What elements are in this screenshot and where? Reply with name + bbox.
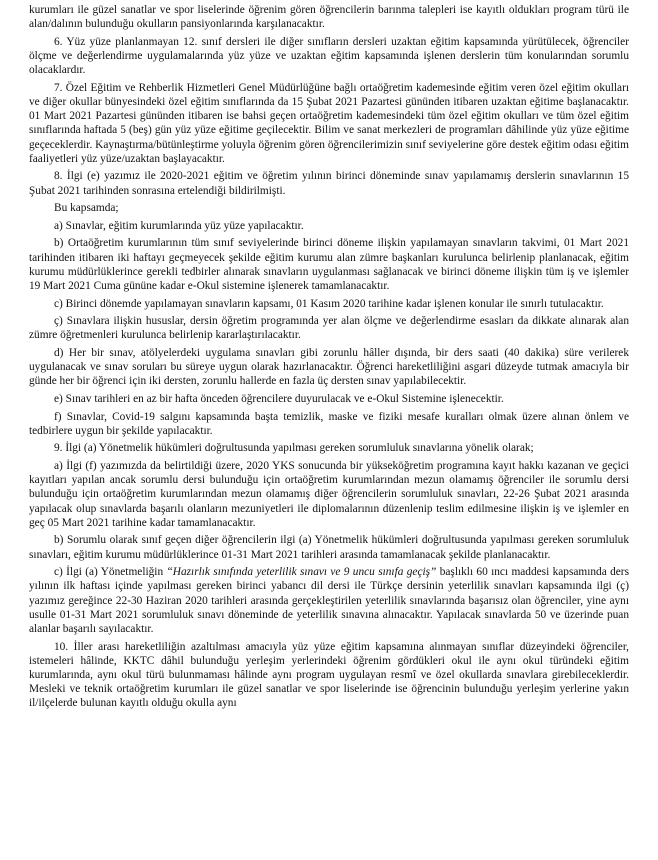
paragraph-boarding-continuation: kurumları ile güzel sanatlar ve spor liselerinde öğrenim gören öğrencilerin barınma talepleri ise kayıtlı oldukları program türü ile alan/dalının bulunduğu okulların pansiyonlarında karşılanacaktır. bbox=[29, 4, 629, 31]
paragraph-item-8d: d) Her bir sınav, atölyelerdeki uygulama sınavları gibi zorunlu hâller dışında, bir ders saati (40 dakika) süre verilerek uygulanacak ve sınav soruları bu süreye uygun olarak hazırlanacaktır. Öğrenci hareketliliğini asgari düzeyde tutmak amacıyla bir günde her bir öğrenci için iki dersten, zorunlu hallerde en fazla üç dersten sınav yapılabilecektir. bbox=[29, 346, 629, 388]
paragraph-item-9c-lead: c) İlgi (a) Yönetmeliğin bbox=[54, 566, 167, 579]
paragraph-item-9b: b) Sorumlu olarak sınıf geçen diğer öğrencilerin ilgi (a) Yönetmelik hükümleri doğrultusunda yapılması gereken sorumluluk sınavları, eğitim kurumu müdürlüklerince 01-31 Mart 2021 tarihleri arasında tamamlanacak şekilde planlanacaktır. bbox=[29, 534, 629, 561]
paragraph-item-9c bbox=[29, 565, 629, 636]
paragraph-item-9: 9. İlgi (a) Yönetmelik hükümleri doğrultusunda yapılması gereken sorumluluk sınavlarına yönelik olarak; bbox=[54, 442, 534, 455]
paragraph-item-9a: a) İlgi (f) yazımızda da belirtildiği üzere, 2020 YKS sonucunda bir yükseköğretim programına kayıt hakkı kazanan ve geçici kayıtları yapılan ancak sorumlu dersi bulunduğu için ortaöğretim kurumlarından mezun olamamış öğrenciler ile sorumlu dersi bulunduğu için ortaöğretim kurumlarından mezun olamamış diğer öğrencilerin sorumluluk sınavları, 22-26 Şubat 2021 arasında yapılacak olup sınavlarda başarılı olanların mezuniyetleri ile diplomalarının düzenlenip teslim edilmesine ilişkin iş ve işlemler en geç 05 Mart 2021 tarihine kadar tamamlanacaktır. bbox=[29, 459, 629, 529]
paragraph-item-8cc: ç) Sınavlara ilişkin hususlar, dersin öğretim programında yer alan ölçme ve değerlendirme esasları da dikkate alınarak alan zümre öğretmenleri kurulunca belirlenip kararlaştırılacaktır. bbox=[29, 315, 629, 342]
paragraph-item-7: 7. Özel Eğitim ve Rehberlik Hizmetleri Genel Müdürlüğüne bağlı ortaöğretim kademesinde eğitim veren özel eğitim okulları ve diğer okullar bünyesindeki özel eğitim sınıflarında da 15 Şubat 2021 Pazartesi gününden itibaren uzaktan eğitime başlanacaktır. 01 Mart 2021 Pazartesi gününden itibaren ise bahsi geçen ortaöğretim kademesindeki tüm özel eğitim okulları ve tüm özel eğitim sınıflarında haftada 5 (beş) gün yüz yüze eğitime geçilecektir. Bilim ve sanat merkezleri de programları dâhilinde yüz yüze eğitime geçeceklerdir. Kaynaştırma/bütünleştirme yoluyla öğrenim gören öğrencilerimizin sınıf seviyelerine göre destek eğitim odası eğitim faaliyetleri yüz yüze/uzaktan başlayacaktır. bbox=[29, 81, 629, 165]
paragraph-scope-intro: Bu kapsamda; bbox=[54, 202, 119, 215]
paragraph-item-8e: e) Sınav tarihleri en az bir hafta önceden öğrencilere duyurulacak ve e-Okul Sistemine işlenecektir. bbox=[54, 392, 504, 405]
quoted-article-title: “Hazırlık sınıfında yeterlilik sınavı ve 9 uncu sınıfa geçiş” bbox=[166, 566, 437, 579]
paragraph-item-8b: b) Ortaöğretim kurumlarının tüm sınıf seviyelerinde birinci döneme ilişkin yapılamayan sınavların takvimi, 01 Mart 2021 tarihinden itibaren iki haftayı geçmeyecek şekilde eğitim kurumu alan zümre başkanları kurulunca belirlenip planlanacak, eğitim kurumu müdürlüklerince gerekli tedbirler alınarak sınavların uygulanması sağlanacak ve birinci döneme ilişkin tüm iş ve işlemler 19 Mart 2021 Cuma gününe kadar e-Okul sistemine işlenerek tamamlanacaktır. bbox=[29, 237, 629, 292]
paragraph-item-8c: c) Birinci dönemde yapılamayan sınavların kapsamı, 01 Kasım 2020 tarihine kadar işlenen konular ile sınırlı tutulacaktır. bbox=[54, 297, 604, 310]
paragraph-item-8: 8. İlgi (e) yazımız ile 2020-2021 eğitim ve öğretim yılının birinci döneminde sınav yapılamamış derslerin sınavlarının 15 Şubat 2021 tarihinden sonrasına ertelendiği bildirilmişti. bbox=[29, 170, 629, 197]
paragraph-item-8a: a) Sınavlar, eğitim kurumlarında yüz yüze yapılacaktır. bbox=[54, 219, 304, 232]
paragraph-item-10: 10. İller arası hareketliliğin azaltılması amacıyla yüz yüze eğitim kapsamına alınmayan sınıflar düzeyindeki öğrenciler, istemeleri hâlinde, KKTC dâhil bulunduğu yerleşim yerlerindeki öğrenim gördükleri okul ile aynı okul türündeki eğitim kurumlarında, aynı okul türü bulunmaması hâlinde aynı program uygulayan resmî ve özel okullarda sınavlara girebileceklerdir. Mesleki ve teknik ortaöğretim kurumları ile güzel sanatlar ve spor liselerinde ise öğrencinin bulunduğu yerleşim yerlerine yakın il/ilçelerde bulunan kayıtlı olduğu okulla aynı bbox=[29, 640, 629, 710]
paragraph-item-9c-body: başlıklı 60 ıncı maddesi kapsamında ders yılının ilk haftası içinde yapılması gereken birinci yabancı dil dersi ile Türkçe dersinin yeterlilik sınavları kapsamında ilgi (ç) yazımız gereğince 22-30 Haziran 2020 tarihleri arasında gerçekleştirilen yeterlilik sınavlarında başarısız olan öğrenciler, yine aynı usulle 01-31 Mart 2021 sorumluluk sınavı döneminde de yeterlilik sınavına alınacaktır. Yapılacak sınavlarda 50 ve üzerinde puan alanlar başarılı sayılacaktır. bbox=[29, 566, 629, 635]
paragraph-item-6: 6. Yüz yüze planlanmayan 12. sınıf dersleri ile diğer sınıfların dersleri uzaktan eğitim kapsamında yürütülecek, öğrenciler ölçme ve değerlendirme uygulamalarında yüz yüze ve uzaktan eğitim kapsamında işlenen derslerin tüm konularından sorumlu olacaklardır. bbox=[29, 35, 629, 77]
paragraph-item-8f: f) Sınavlar, Covid-19 salgını kapsamında başta temizlik, maske ve fiziki mesafe kuralları olmak üzere alınan önlem ve tedbirlere uygun bir şekilde yapılacaktır. bbox=[29, 410, 629, 437]
